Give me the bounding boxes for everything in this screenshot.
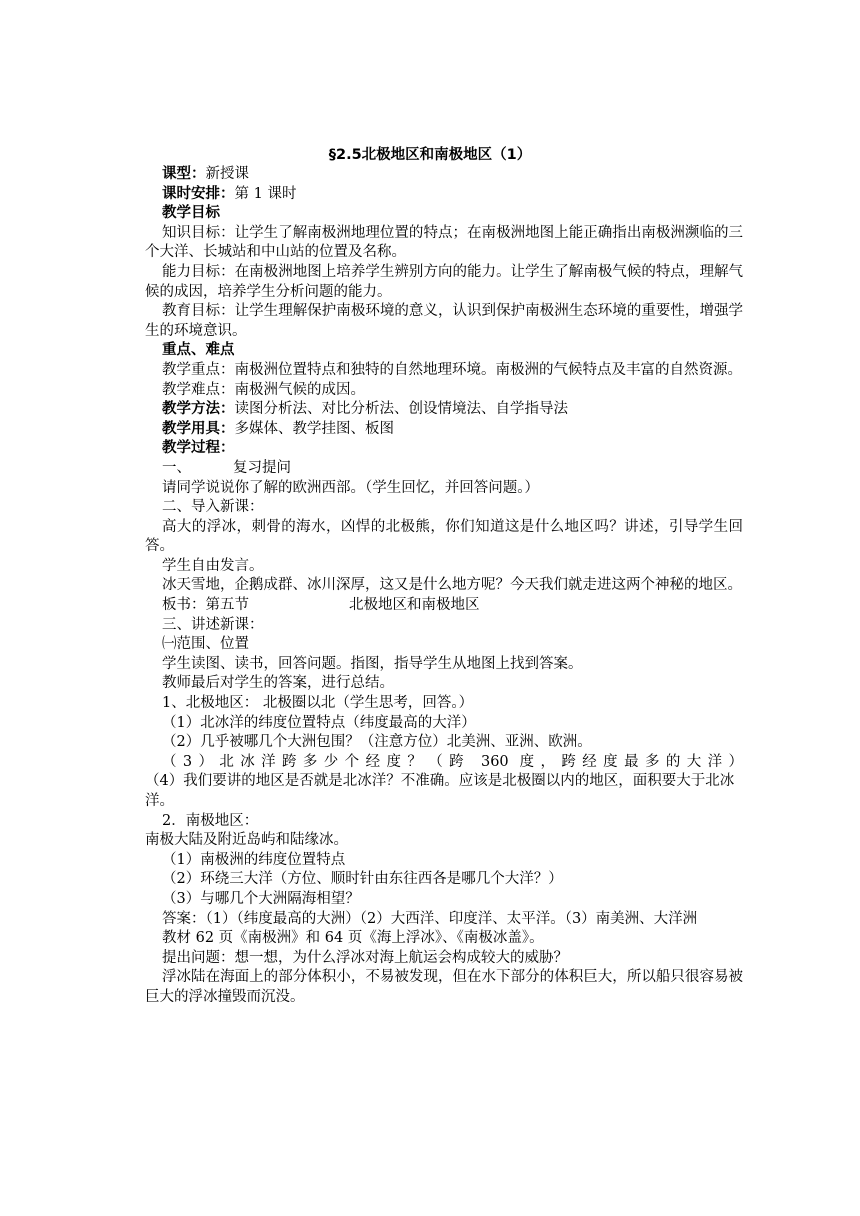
step1-num: 一、 <box>162 459 191 476</box>
antarctic-question-2: （2）环绕三大洋（方位、顺时针由东往西各是哪几个大洋？） <box>162 871 563 888</box>
methods-line <box>145 400 743 420</box>
step1-body: 请同学说说你了解的欧洲西部。（学生回忆，并回答问题。） <box>162 479 539 496</box>
document-body <box>145 165 743 1008</box>
page-title: §2.5北极地区和南极地区（1） <box>328 147 532 163</box>
antarctic-definition: 南极大陆及附近岛屿和陆缘冰。 <box>145 832 348 849</box>
tools-value: 多媒体、教学挂图、板图 <box>234 420 394 437</box>
question-paragraph: 提出问题：想一想，为什么浮冰对海上航运会构成较大的威胁？ <box>162 949 568 966</box>
difficult-point: 教学难点：南极洲气候的成因。 <box>162 381 365 398</box>
antarctic-question-3: （3）与哪几个大洲隔海相望？ <box>162 890 360 907</box>
key-heading: 重点、难点 <box>162 342 235 359</box>
tools-label: 教学用具： <box>162 420 235 437</box>
arctic-question-3: （3）北冰洋跨多少个经度？（跨 360 度，跨经度最多的大洋） <box>162 753 743 770</box>
goal-education: 教育目标：让学生理解保护南极环境的意义，认识到保护南极洲生态环境的重要性，增强学生的环境意识。 <box>145 303 743 339</box>
key-point: 教学重点：南极洲位置特点和独特的自然地理环境。南极洲的气候特点及丰富的自然资源。 <box>162 361 742 378</box>
antarctic-heading: 2．南极地区： <box>162 812 259 829</box>
board-line <box>145 596 743 616</box>
course-type-value: 新授课 <box>205 166 249 182</box>
step3-heading: 三、讲述新课： <box>162 616 264 633</box>
sub1-body-2: 教师最后对学生的答案，进行总结。 <box>162 675 394 692</box>
tools-line <box>145 420 743 440</box>
board-label: 板书：第五节 <box>162 597 249 614</box>
antarctic-question-1: （1）南极洲的纬度位置特点 <box>162 851 346 868</box>
schedule-label: 课时安排： <box>162 185 235 202</box>
step2-heading: 二、导入新课： <box>162 499 264 516</box>
sub1-body-1: 学生读图、读书，回答问题。指图，指导学生从地图上找到答案。 <box>162 655 583 672</box>
intro-paragraph-3: 冰天雪地，企鹅成群、冰川深厚，这又是什么地方呢？今天我们就走进这两个神秘的地区。 <box>162 577 742 594</box>
arctic-question-4: （4）我们要讲的地区是否就是北冰洋？不准确。应该是北极圈以内的地区，面积要大于北冰洋。 <box>145 773 735 809</box>
goals-heading: 教学目标 <box>162 205 220 222</box>
goal-knowledge: 知识目标：让学生了解南极洲地理位置的特点；在南极洲地图上能正确指出南极洲濒临的三个大洋、长城站和中山站的位置及名称。 <box>145 224 743 261</box>
arctic-question-1: （1）北冰洋的纬度位置特点（纬度最高的大洋） <box>162 714 476 731</box>
sub1-heading: ㈠范围、位置 <box>162 636 249 653</box>
goal-ability: 能力目标：在南极洲地图上培养学生辨别方向的能力。让学生了解南极气候的特点，理解气候的成因，培养学生分析问题的能力。 <box>145 263 743 300</box>
step1-line <box>145 459 743 479</box>
process-heading: 教学过程： <box>162 440 235 457</box>
intro-paragraph-2: 学生自由发言。 <box>162 557 264 574</box>
step1-text: 复习提问 <box>233 459 291 476</box>
methods-label: 教学方法： <box>162 401 235 418</box>
intro-paragraph-1: 高大的浮冰，刺骨的海水，凶悍的北极熊，你们知道这是什么地区吗？讲述，引导学生回答。 <box>145 518 743 555</box>
methods-value: 读图分析法、对比分析法、创设情境法、自学指导法 <box>234 401 568 418</box>
course-type-label: 课型： <box>162 166 206 182</box>
explain-paragraph: 浮冰陆在海面上的部分体积小，不易被发现，但在水下部分的体积巨大，所以船只很容易被巨大的浮冰撞毁而沉没。 <box>145 969 743 1005</box>
schedule-value: 第 1 课时 <box>234 185 297 202</box>
schedule-line <box>145 185 743 205</box>
course-type-line <box>145 165 743 185</box>
textbook-reference: 教材 62 页《南极洲》和 64 页《海上浮冰》、《南极冰盖》。 <box>162 930 544 947</box>
answer-paragraph: 答案：（1）（纬度最高的大洲）（2）大西洋、印度洋、太平洋。（3）南美洲、大洋洲 <box>162 910 698 927</box>
arctic-heading: 1、北极地区： 北极圈以北（学生思考，回答。） <box>162 695 474 712</box>
arctic-question-2: （2）几乎被哪几个大洲包围？（注意方位）北美洲、亚洲、欧洲。 <box>162 734 592 751</box>
board-value: 北极地区和南极地区 <box>349 597 480 614</box>
